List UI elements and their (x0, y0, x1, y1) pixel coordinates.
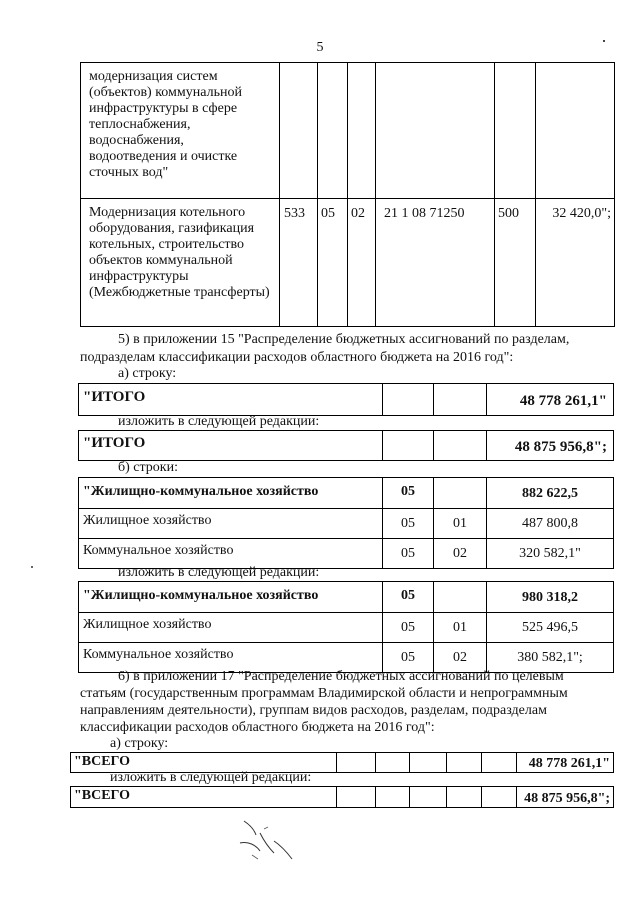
cell-pr: 01 (434, 613, 487, 643)
table-row (79, 643, 614, 673)
row-name: Коммунальное хозяйство (79, 643, 383, 673)
cell-pr (434, 478, 487, 509)
jkh-new-table (78, 581, 614, 673)
itogo-new-table (78, 430, 614, 461)
replace-3: изложить в следующей редакции: (110, 770, 312, 785)
vsego-label: "ВСЕГО (71, 787, 337, 808)
para6-line4: классификации расходов областного бюджета на 2016 год": (80, 720, 435, 735)
cell-grbs: 533 (280, 199, 318, 327)
row-name: модернизация систем (объектов) коммунальной инфраструктуры в сфере теплоснабжения, водоснабжения, водоотведения и очистке сточных вод" (81, 63, 280, 199)
cell-vr: 500 (495, 199, 536, 327)
cell-pr: 02 (434, 539, 487, 569)
itogo-old-table (78, 383, 614, 416)
cell-pr: 01 (434, 509, 487, 539)
jkh-old-table (78, 477, 614, 569)
cell-sum: 320 582,1" (487, 539, 614, 569)
cell-sum: 525 496,5 (487, 613, 614, 643)
row-name: Жилищное хозяйство (79, 613, 383, 643)
para6-line1: 6) в приложении 17 "Распределение бюджетных ассигнований по целевым (118, 669, 564, 684)
cell-rz: 05 (383, 478, 434, 509)
cell-sum: 882 622,5 (487, 478, 614, 509)
scan-speck (603, 40, 605, 42)
cell-rz: 05 (383, 509, 434, 539)
scan-speck (31, 566, 33, 568)
para6-line2: статьям (государственным программам Владимирской области и непрограммным (80, 686, 568, 701)
table-row (79, 478, 614, 509)
vsego-new-table (70, 786, 614, 808)
cell-pr (434, 582, 487, 613)
para6-a: а) строку: (110, 736, 169, 751)
cell-rz: 05 (383, 643, 434, 673)
row-name: Коммунальное хозяйство (79, 539, 383, 569)
itogo-value: 48 875 956,8"; (487, 431, 614, 461)
cell-pr: 02 (434, 643, 487, 673)
table-row (79, 509, 614, 539)
table-row (81, 63, 615, 199)
cell-pr: 02 (348, 199, 376, 327)
cell-csr: 21 1 08 71250 (376, 199, 495, 327)
replace-1: изложить в следующей редакции: (118, 414, 320, 429)
replace-2: изложить в следующей редакции: (118, 565, 320, 580)
itogo-label: "ИТОГО (79, 431, 383, 461)
cell-sum: 980 318,2 (487, 582, 614, 613)
cell-sum: 380 582,1"; (487, 643, 614, 673)
table-row (79, 582, 614, 613)
row-name: Жилищное хозяйство (79, 509, 383, 539)
para5-line1: 5) в приложении 15 "Распределение бюджетных ассигнований по разделам, (118, 332, 570, 347)
cell-rz: 05 (383, 582, 434, 613)
signature-mark (230, 815, 310, 865)
page-number: 5 (316, 40, 324, 55)
para6-line3: направлениям деятельности), группам видов расходов, разделам, подразделам (80, 703, 547, 718)
cell-sum: 487 800,8 (487, 509, 614, 539)
para5-line2: подразделам классификации расходов областного бюджета на 2016 год": (80, 350, 514, 365)
row-name: "Жилищно-коммунальное хозяйство (79, 478, 383, 509)
vsego-value: 48 875 956,8"; (517, 787, 614, 808)
table-row (81, 199, 615, 327)
cell-rz: 05 (318, 199, 348, 327)
itogo-value: 48 778 261,1" (487, 384, 614, 416)
vsego-value: 48 778 261,1" (517, 753, 614, 773)
para5-a: а) строку: (118, 366, 177, 381)
row-name: "Жилищно-коммунальное хозяйство (79, 582, 383, 613)
cell-rz: 05 (383, 539, 434, 569)
itogo-label: "ИТОГО (79, 384, 383, 416)
row-name: Модернизация котельного оборудования, газификация котельных, строительство объектов коммунальной инфраструктуры (Межбюджетные трансферты) (81, 199, 280, 327)
b-rows: б) строки: (118, 460, 178, 475)
program-table (80, 62, 615, 327)
cell-rz: 05 (383, 613, 434, 643)
vsego-label: "ВСЕГО (71, 753, 337, 773)
table-row (79, 539, 614, 569)
cell-sum: 32 420,0"; (536, 199, 615, 327)
table-row (79, 613, 614, 643)
